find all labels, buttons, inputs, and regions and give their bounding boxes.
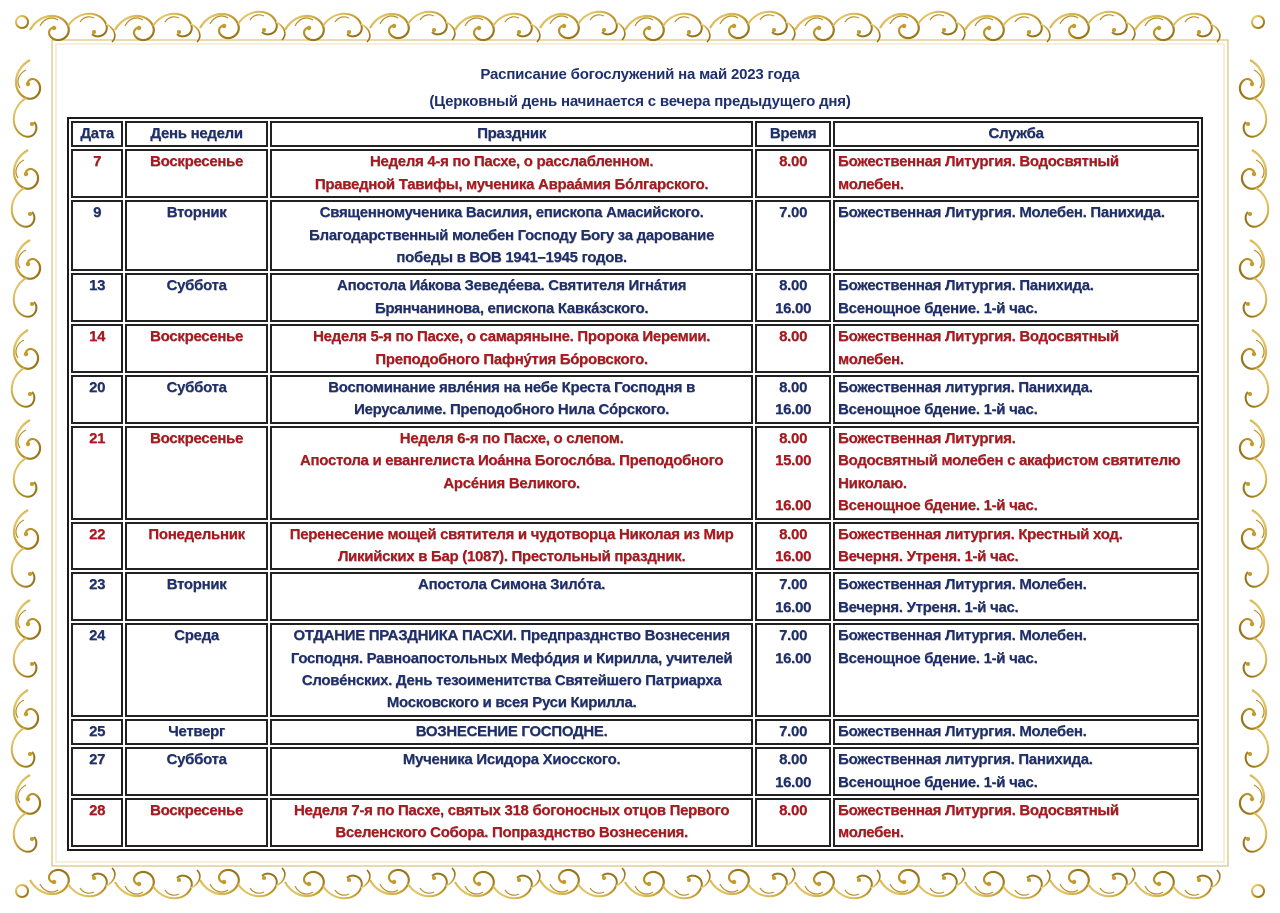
day-value: Суббота [166,277,227,295]
time-value: 8.00 [779,801,807,819]
row-service [833,149,1199,198]
row-service [833,375,1199,424]
time-value: 16.00 [774,598,812,616]
time-value [760,473,826,495]
row-time [755,747,831,796]
feast-line: Арсéния Великого. [443,474,580,492]
service-line: Божественная Литургия. Панихида. [838,277,1094,295]
row-day [125,747,268,796]
feast-line: Преподобного Пафнýтия Бóровского. [375,350,648,368]
row-date [71,747,123,796]
service-line: Вечерня. Утреня. 1-й час. [838,547,1019,565]
service-line: Божественная литургия. Крестный ход. [838,525,1123,543]
schedule-row [71,623,1199,717]
feast-line: Воспоминание явлéния на небе Креста Господня в [328,379,695,397]
service-line: Божественная Литургия. Молебен. [838,627,1087,645]
column-header-time: Время [755,121,831,147]
service-line: Божественная Литургия. Молебен. Панихида. [838,204,1165,222]
row-feast [270,798,753,847]
row-day [125,572,268,621]
row-time [755,149,831,198]
service-line: Божественная Литургия. Молебен. [838,576,1087,594]
time-value: 8.00 [779,525,807,543]
day-value: Воскресенье [150,153,243,171]
time-value: 16.00 [774,497,812,515]
time-value: 7.00 [779,627,807,645]
row-feast [270,149,753,198]
row-time [755,522,831,571]
row-day [125,324,268,373]
date-value: 13 [88,277,106,295]
date-value: 7 [92,153,102,171]
row-time [755,572,831,621]
row-service [833,798,1199,847]
row-service [833,623,1199,717]
row-service [833,522,1199,571]
day-value: Понедельник [148,525,245,543]
time-value: 16.00 [774,649,812,667]
date-value: 27 [88,751,106,769]
row-date [71,522,123,571]
row-day [125,623,268,717]
day-value: Воскресенье [150,801,243,819]
day-value: Среда [174,627,219,645]
feast-line: ВОЗНЕСЕНИЕ ГОСПОДНЕ. [415,722,608,740]
row-day [125,273,268,322]
feast-line: Неделя 6-я по Пасхе, о слепом. [399,429,624,447]
row-feast [270,572,753,621]
schedule-table [67,117,1203,851]
service-line: Всенощное бдение. 1-й час. [838,299,1038,317]
time-value: 8.00 [779,751,807,769]
service-line: Божественная Литургия. [838,429,1016,447]
feast-line: Иерусалиме. Преподобного Нила Сóрского. [353,401,670,419]
time-value: 7.00 [779,722,807,740]
row-feast [270,200,753,271]
service-line: Всенощное бдение. 1-й час. [838,401,1038,419]
date-value: 28 [88,801,106,819]
service-line: Всенощное бдение. 1-й час. [838,497,1038,515]
service-line: Всенощное бдение. 1-й час. [838,773,1038,791]
feast-line: Перенесение мощей святителя и чудотворца Николая из Мир [289,525,734,543]
row-feast [270,522,753,571]
row-feast [270,747,753,796]
column-header-date: Дата [71,121,123,147]
date-value: 22 [88,525,106,543]
page-subtitle: (Церковный день начинается с вечера предыдущего дня) [429,93,851,110]
row-date [71,200,123,271]
feast-line: Апостола Иáкова Зеведéева. Святителя Игнáтия [336,277,687,295]
time-value: 16.00 [774,401,812,419]
schedule-row [71,426,1199,520]
date-value: 23 [88,576,106,594]
feast-line: Праведной Тавифы, мученика Авраáмия Бóлгарского. [314,175,709,193]
row-day [125,426,268,520]
feast-line: Благодарственный молебен Господу Богу за дарование [308,226,714,244]
row-date [71,572,123,621]
row-time [755,324,831,373]
time-value: 8.00 [779,277,807,295]
service-line: Божественная литургия. Панихида. [838,751,1093,769]
schedule-row [71,719,1199,745]
service-line: Божественная Литургия. Водосвятный [838,801,1119,819]
schedule-row [71,149,1199,198]
time-value: 16.00 [774,299,812,317]
service-line: Всенощное бдение. 1-й час. [838,649,1038,667]
row-feast [270,426,753,520]
schedule-body [71,149,1199,846]
row-service [833,572,1199,621]
schedule-row [71,375,1199,424]
time-value: 7.00 [779,204,807,222]
date-value: 21 [88,429,106,447]
row-date [71,324,123,373]
row-service [833,273,1199,322]
feast-line: Апостола и евангелиста Иоáнна Богослóва. Преподобного [299,452,724,470]
service-line: Николаю. [838,474,907,492]
feast-line: победы в ВОВ 1941–1945 годов. [396,249,627,267]
feast-line: Неделя 7-я по Пасхе, святых 318 богоносных отцов Первого [293,801,730,819]
day-value: Вторник [166,204,227,222]
schedule-row [71,273,1199,322]
service-line: Божественная Литургия. Водосвятный [838,153,1119,171]
day-value: Суббота [166,379,227,397]
row-service [833,200,1199,271]
row-service [833,426,1199,520]
row-feast [270,375,753,424]
row-service [833,719,1199,745]
row-time [755,719,831,745]
day-value: Воскресенье [150,429,243,447]
service-line: молебен. [838,824,904,842]
service-line: Водосвятный молебен с акафистом святителю [838,452,1181,470]
time-value: 8.00 [779,153,807,171]
table-header-row [71,121,1199,147]
date-value: 20 [88,379,106,397]
row-date [71,798,123,847]
row-day [125,522,268,571]
feast-line: Ликийских в Бар (1087). Престольный праздник. [337,547,686,565]
column-header-feast: Праздник [270,121,753,147]
service-line: Божественная Литургия. Водосвятный [838,328,1119,346]
schedule-row [71,572,1199,621]
day-value: Четверг [168,722,225,740]
row-time [755,200,831,271]
feast-line: Священномученика Василия, епископа Амасийского. [319,204,704,222]
row-date [71,273,123,322]
service-line: Божественная литургия. Панихида. [838,379,1093,397]
time-value: 16.00 [774,773,812,791]
feast-line: Господня. Равноапостольных Мефóдия и Кирилла, учителей [290,649,733,667]
time-value: 8.00 [779,429,807,447]
date-value: 14 [88,328,106,346]
feast-line: Московского и всея Руси Кирилла. [386,694,637,712]
row-day [125,719,268,745]
row-day [125,375,268,424]
service-line: Вечерня. Утреня. 1-й час. [838,598,1019,616]
row-date [71,719,123,745]
feast-line: Неделя 5-я по Пасхе, о самаряныне. Пророка Иеремии. [312,328,711,346]
row-date [71,426,123,520]
schedule-row [71,798,1199,847]
row-date [71,375,123,424]
schedule-row [71,747,1199,796]
feast-line: Апостола Симона Зилóта. [417,576,606,594]
schedule-row [71,324,1199,373]
time-value: 16.00 [774,547,812,565]
feast-line: Брянчанинова, епископа Кавкáзского. [374,299,649,317]
row-feast [270,273,753,322]
feast-line: Словéнских. День тезоименитства Святейшего Патриарха [301,671,722,689]
row-day [125,798,268,847]
service-line: молебен. [838,350,904,368]
row-service [833,747,1199,796]
day-value: Суббота [166,751,227,769]
schedule-row [71,522,1199,571]
date-value: 9 [92,204,102,222]
column-header-day: День недели [125,121,268,147]
row-day [125,200,268,271]
time-value: 7.00 [779,576,807,594]
row-time [755,623,831,717]
feast-line: ОТДАНИЕ ПРАЗДНИКА ПАСХИ. Предпразднство Вознесения [293,627,730,645]
row-service [833,324,1199,373]
feast-line: Неделя 4-я по Пасхе, о расслабленном. [369,153,654,171]
row-date [71,623,123,717]
feast-line: Мученика Исидора Хиосского. [402,751,621,769]
row-feast [270,623,753,717]
service-line: Божественная Литургия. Молебен. [838,722,1087,740]
schedule-row [71,200,1199,271]
feast-line: Вселенского Собора. Попразднство Вознесения. [335,824,688,842]
column-header-service: Служба [833,121,1199,147]
row-time [755,273,831,322]
row-date [71,149,123,198]
time-value: 15.00 [774,452,812,470]
day-value: Воскресенье [150,328,243,346]
time-value: 8.00 [779,328,807,346]
service-line: молебен. [838,175,904,193]
date-value: 25 [88,722,106,740]
row-time [755,426,831,520]
page-title: Расписание богослужений на май 2023 года [480,66,800,83]
row-feast [270,719,753,745]
row-time [755,375,831,424]
date-value: 24 [88,627,106,645]
row-time [755,798,831,847]
row-feast [270,324,753,373]
day-value: Вторник [166,576,227,594]
time-value: 8.00 [779,379,807,397]
row-day [125,149,268,198]
